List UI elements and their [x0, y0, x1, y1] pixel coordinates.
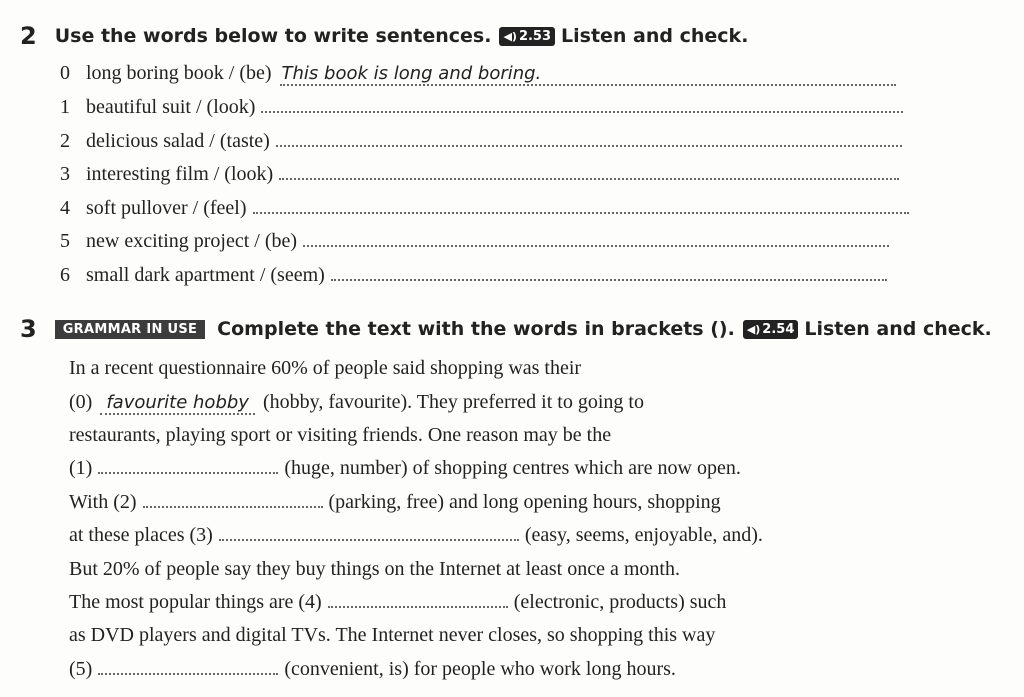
item-prompt: small dark apartment / (seem)	[86, 264, 325, 286]
text-line	[69, 391, 644, 415]
line-text: restaurants, playing sport or visiting friends. One reason may be the	[69, 424, 612, 446]
item-number: 5	[60, 230, 70, 252]
text-line	[69, 424, 611, 447]
text-line	[69, 357, 581, 380]
gap-number: (5)	[69, 658, 93, 680]
answer-field[interactable]	[261, 107, 903, 113]
text-line	[69, 624, 715, 647]
audio-track-badge[interactable]	[499, 27, 555, 46]
answer-field[interactable]	[279, 174, 899, 180]
text-line	[69, 658, 676, 681]
gap-number: (1)	[69, 457, 93, 479]
audio-track-number: 2.54	[762, 321, 795, 337]
line-text: (parking, free) and long opening hours, shopping	[328, 491, 721, 513]
grammar-in-use-tag: GRAMMAR IN USE	[55, 320, 205, 339]
line-text: In a recent questionnaire 60% of people said shopping was their	[69, 357, 582, 379]
gap-number: The most popular things are (4)	[69, 591, 322, 613]
audio-track-badge[interactable]	[743, 320, 799, 339]
item-prompt: interesting film / (look)	[86, 163, 274, 185]
item-prompt: beautiful suit / (look)	[86, 96, 256, 118]
exercise-item	[60, 230, 889, 253]
answer-field[interactable]	[143, 502, 323, 508]
exercise-number: 3	[20, 315, 37, 343]
line-text: (electronic, products) such	[513, 591, 727, 613]
gap-number: With (2)	[69, 491, 137, 513]
text-line	[69, 524, 763, 547]
speaker-icon: ◀)	[503, 29, 517, 43]
line-text: as DVD players and digital TVs. The Internet never closes, so shopping this way	[69, 624, 716, 646]
exercise-item	[60, 163, 899, 186]
item-number: 3	[60, 163, 70, 185]
answer-field[interactable]	[331, 275, 887, 281]
answer-field[interactable]	[219, 535, 519, 541]
text-line	[69, 457, 741, 480]
exercise-2-heading	[20, 22, 748, 50]
answer-field[interactable]: This book is long and boring.	[280, 63, 896, 86]
audio-track-number: 2.53	[518, 28, 552, 44]
exercise-item	[60, 62, 896, 86]
text-line	[69, 591, 726, 614]
item-prompt: soft pullover / (feel)	[86, 197, 247, 219]
exercise-item	[60, 96, 903, 119]
item-number: 2	[60, 130, 70, 152]
line-text: But 20% of people say they buy things on the Internet at least once a month.	[69, 558, 680, 580]
speaker-icon: ◀)	[746, 322, 761, 336]
exercise-item	[60, 264, 887, 287]
exercise-instruction: Complete the text with the words in brackets ().	[217, 318, 735, 340]
item-number: 1	[60, 96, 70, 118]
answer-field[interactable]: favourite hobby	[100, 392, 255, 415]
line-text: (hobby, favourite). They preferred it to going to	[262, 391, 644, 413]
line-text: (convenient, is) for people who work long hours.	[284, 658, 676, 680]
item-prompt: new exciting project / (be)	[86, 230, 298, 252]
answer-field[interactable]	[98, 669, 278, 675]
answer-field[interactable]	[253, 208, 909, 214]
listen-and-check: Listen and check.	[804, 318, 992, 340]
gap-number: at these places (3)	[69, 524, 213, 546]
exercise-instruction: Use the words below to write sentences.	[54, 25, 492, 47]
answer-field[interactable]	[303, 241, 889, 247]
item-number: 6	[60, 264, 70, 286]
answer-field[interactable]	[98, 468, 278, 474]
answer-field[interactable]	[276, 141, 902, 147]
exercise-item	[60, 130, 902, 153]
answer-field[interactable]	[328, 602, 508, 608]
gap-number: (0)	[69, 391, 93, 413]
exercise-3-heading	[20, 315, 992, 343]
exercise-item	[60, 197, 909, 220]
item-prompt: long boring book / (be)	[86, 62, 272, 84]
text-line	[69, 558, 680, 581]
line-text: (easy, seems, enjoyable, and).	[524, 524, 763, 546]
listen-and-check: Listen and check.	[561, 25, 749, 47]
line-text: (huge, number) of shopping centres which are now open.	[284, 457, 741, 479]
item-number: 0	[60, 62, 70, 84]
exercise-number: 2	[20, 22, 37, 50]
text-line	[69, 491, 721, 514]
item-number: 4	[60, 197, 70, 219]
item-prompt: delicious salad / (taste)	[86, 130, 270, 152]
